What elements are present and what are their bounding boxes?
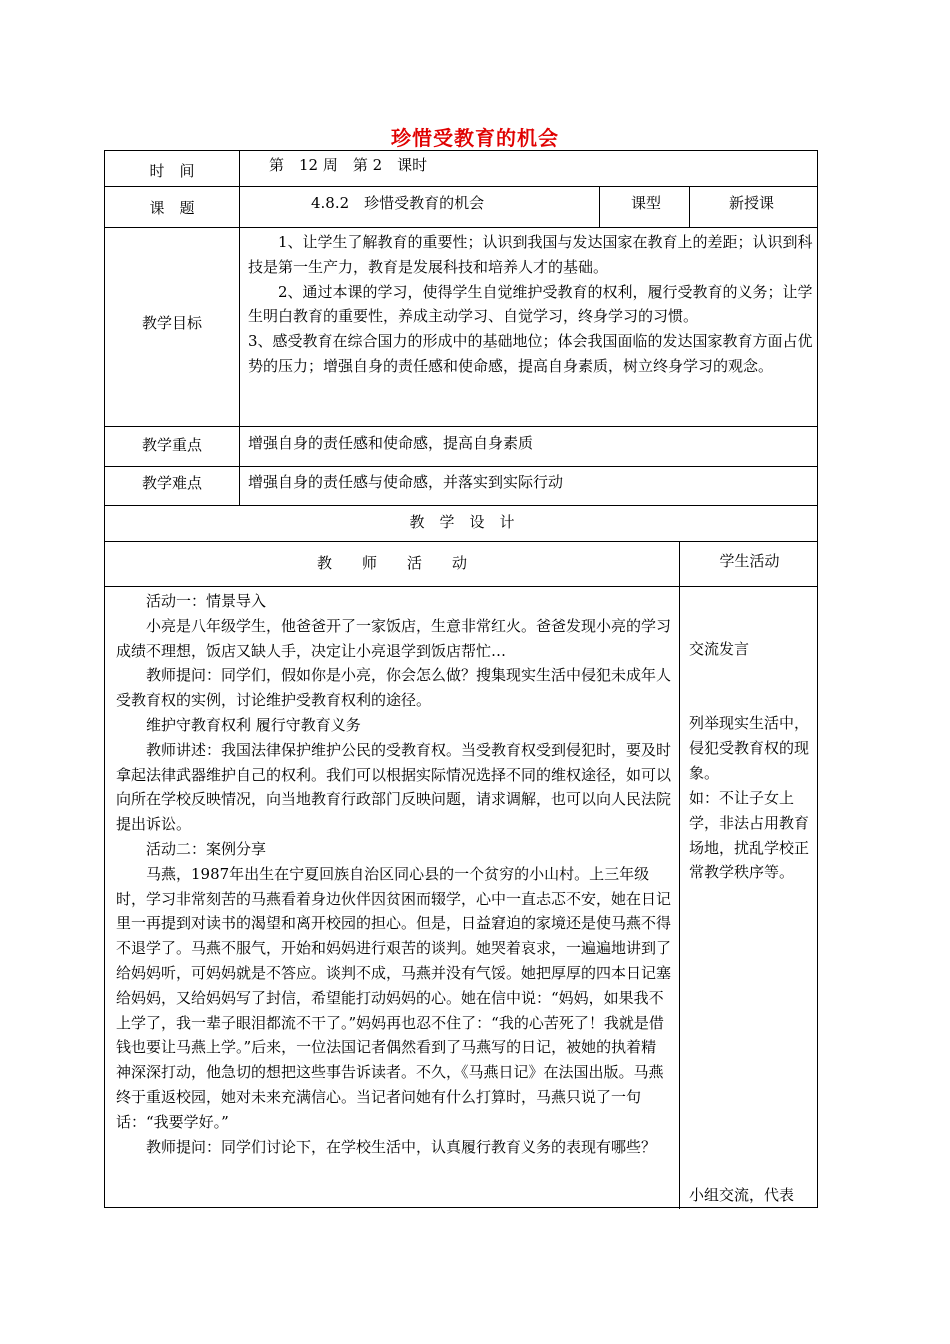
page-title: 珍惜受教育的机会 (391, 126, 559, 150)
student-activity-header: 学生活动 (719, 552, 780, 570)
goal-item: 2、通过本课的学习，使得学生自觉维护受教育的权利，履行受教育的义务；让学生明白教育的重要性，养成主动学习、自觉学习，终身学习的习惯。 (248, 282, 813, 326)
goal-item: 3、感受教育在综合国力的形成中的基础地位；体会我国面临的发达国家教育方面占优势的压力；增强自身的责任感和使命感，提高自身素质，树立终身学习的观念。 (248, 332, 813, 375)
goals-label: 教学目标 (141, 314, 202, 332)
column-divider (689, 186, 690, 227)
goals-content (248, 230, 814, 379)
row-divider (105, 586, 817, 587)
activity-paragraph: 教师讲述：我国法律保护维护公民的受教育权。当受教育权受到侵犯时，要及时拿起法律武器维护自己的权利。我们可以根据实际情况选择不同的维权途径，如可以向所在学校反映情况，向当地教育行政部门反映问题，请求调解，也可以向人民法院提出诉讼。 (116, 740, 672, 834)
topic-label: 课 题 (149, 199, 195, 217)
activity-paragraph: 小亮是八年级学生，他爸爸开了一家饭店，生意非常红火。爸爸发现小亮的学习成绩不理想，饭店又缺人手，决定让小亮退学到饭店帮忙… (116, 616, 672, 660)
time-label: 时 间 (149, 162, 195, 180)
activity-heading: 活动二：案例分享 (146, 839, 267, 858)
activity-paragraph: 教师提问：同学们讨论下，在学校生活中，认真履行教育义务的表现有哪些？ (146, 1137, 657, 1156)
row-divider (105, 426, 817, 427)
difficult-points-value: 增强自身的责任感与使命感，并落实到实际行动 (248, 473, 564, 491)
column-divider (239, 151, 240, 505)
student-activity-item: 交流发言 (689, 640, 750, 658)
column-divider (599, 186, 600, 227)
key-points-value: 增强自身的责任感和使命感，提高自身素质 (248, 434, 534, 452)
row-divider (105, 227, 817, 228)
teacher-activity-header: 教 师 活 动 (316, 554, 467, 572)
difficult-points-label: 教学难点 (141, 474, 202, 492)
activity-paragraph: 马燕，1987年出生在宁夏回族自治区同心县的一个贫穷的小山村。上三年级时，学习非常刻苦的马燕看着身边伙伴因贫困而辍学，心中一直忐忑不安，她在日记里一再提到对读书的渴望和离开校园的担心。但是，日益窘迫的家境还是使马燕不得不退学了。马燕不服气，开始和妈妈进行艰苦的谈判。她哭着哀求，一遍遍地讲到了给妈妈听，可妈妈就是不答应。谈判不成，马燕并没有气馁。她把厚厚的四本日记塞给妈妈，又给妈妈写了封信，希望能打动妈妈的心。她在信中说：“妈妈，如果我不上学了，我一辈子眼泪都流不干了。”妈妈再也忍不住了：“我的心苦死了！我就是借钱也要让马燕上学。”后来，一位法国记者偶然看到了马燕写的日记，被她的执着精神深深打动，他急切的想把这些事告诉读者。不久，《马燕日记》在法国出版。马燕终于重返校园，她对未来充满信心。当记者问她有什么打算时，马燕只说了一句话：“我要学好。” (116, 864, 672, 1131)
row-divider (105, 541, 817, 542)
student-activity-item: 如：不让子女上学，非法占用教育场地，扰乱学校正常教学秩序等。 (689, 789, 810, 882)
time-value: 第 12 周 第 2 课时 (269, 156, 428, 174)
student-activity-item: 小组交流，代表 (689, 1186, 795, 1204)
activity-paragraph: 教师提问：同学们，假如你是小亮，你会怎么做？搜集现实生活中侵犯未成年人受教育权的实例，讨论维护受教育权利的途径。 (116, 666, 672, 710)
lesson-type-value: 新授课 (729, 194, 775, 212)
activity-heading: 活动一：情景导入 (146, 592, 267, 610)
topic-value: 4.8.2 珍惜受教育的机会 (311, 194, 485, 212)
student-activity-item: 列举现实生活中，侵犯受教育权的现象。 (689, 714, 810, 782)
lesson-plan-table (104, 150, 818, 1208)
teacher-activity-content (116, 589, 671, 1159)
key-points-label: 教学重点 (141, 436, 202, 454)
activity-heading: 维护守教育权利 履行守教育义务 (146, 715, 361, 734)
design-header: 教 学 设 计 (409, 513, 515, 531)
row-divider (105, 466, 817, 467)
goal-item: 1、让学生了解教育的重要性；认识到我国与发达国家在教育上的差距；认识到科技是第一生产力，教育是发展科技和培养人才的基础。 (248, 233, 813, 276)
column-divider (679, 541, 680, 1209)
lesson-type-label: 课型 (631, 194, 662, 212)
row-divider (105, 186, 817, 187)
row-divider (105, 505, 817, 506)
